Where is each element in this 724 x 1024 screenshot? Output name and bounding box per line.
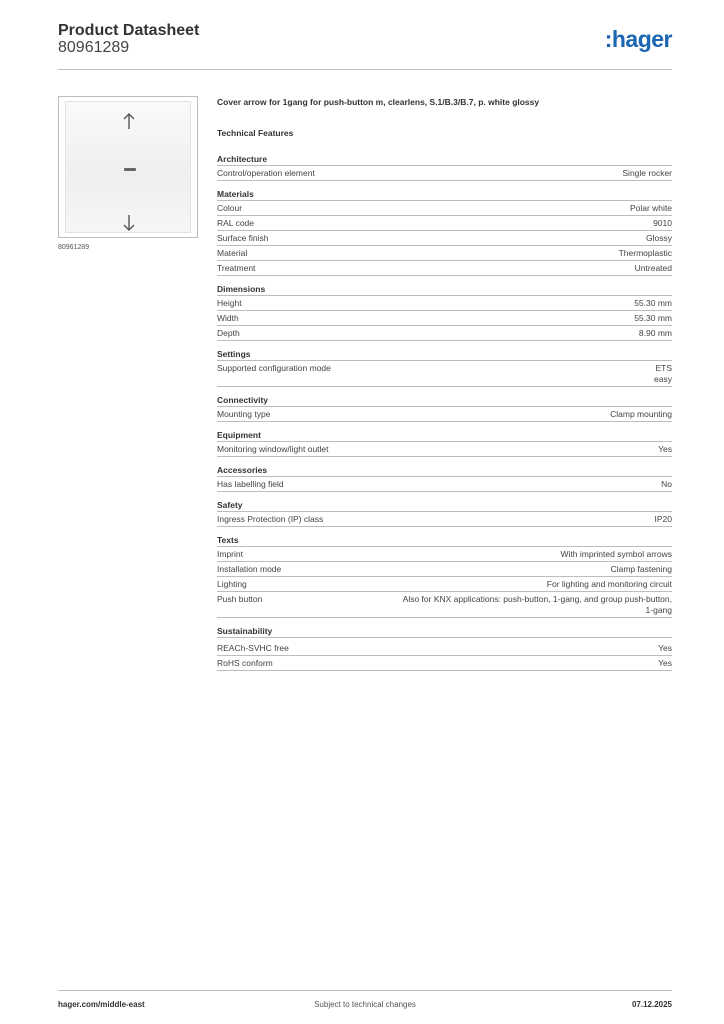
spec-label: Colour <box>217 203 243 213</box>
spec-row <box>217 562 672 577</box>
section-title: Materials <box>217 188 672 201</box>
spec-label: Depth <box>217 328 240 338</box>
spec-value: Polar white <box>629 203 672 213</box>
spec-content <box>217 96 672 678</box>
footer-date: 07.12.2025 <box>631 1000 672 1009</box>
spec-row <box>217 592 672 618</box>
spec-label: Width <box>217 313 239 323</box>
spec-value: Yes <box>658 658 672 668</box>
spec-row <box>217 512 672 527</box>
spec-row <box>217 231 672 246</box>
spec-row <box>217 641 672 656</box>
arrow-down-icon <box>122 214 136 232</box>
document-number: 80961289 <box>58 39 130 56</box>
document-title: Product Datasheet <box>58 22 200 39</box>
section-sustainability <box>217 625 672 671</box>
spec-label: Mounting type <box>217 409 271 419</box>
spec-row <box>217 326 672 341</box>
product-tile <box>65 101 191 233</box>
product-image <box>58 96 198 238</box>
spec-value: Thermoplastic <box>618 248 672 258</box>
spec-label: Imprint <box>217 549 243 559</box>
page-header <box>58 20 672 70</box>
section-architecture <box>217 153 672 181</box>
spec-label: Control/operation element <box>217 168 315 178</box>
section-title: Dimensions <box>217 283 672 296</box>
spec-row <box>217 246 672 261</box>
section-equipment <box>217 429 672 457</box>
spec-row <box>217 547 672 562</box>
spec-row <box>217 442 672 457</box>
spec-value: Clamp fastening <box>610 564 672 574</box>
spec-value: ETS easy <box>654 363 672 384</box>
spec-label: Lighting <box>217 579 247 589</box>
spec-label: Monitoring window/light outlet <box>217 444 329 454</box>
arrow-up-icon <box>122 112 136 130</box>
spec-label: Installation mode <box>217 564 282 574</box>
section-title: Architecture <box>217 153 672 166</box>
section-title: Accessories <box>217 464 672 477</box>
spec-row <box>217 361 672 387</box>
section-safety <box>217 499 672 527</box>
spec-value: Yes <box>658 444 672 454</box>
spec-value: 55.30 mm <box>634 313 672 323</box>
spec-value: 9010 <box>653 218 672 228</box>
spec-value: 55.30 mm <box>634 298 672 308</box>
spec-value: Untreated <box>634 263 672 273</box>
spec-row <box>217 311 672 326</box>
spec-row <box>217 201 672 216</box>
spec-value: With imprinted symbol arrows <box>560 549 672 559</box>
spec-row <box>217 216 672 231</box>
section-settings <box>217 348 672 387</box>
hager-logo: :hager <box>604 26 672 52</box>
image-caption: 80961289 <box>58 244 90 251</box>
spec-label: Surface finish <box>217 233 269 243</box>
spec-row <box>217 166 672 181</box>
spec-row <box>217 577 672 592</box>
page-footer <box>58 990 672 1017</box>
footer-website-link[interactable]: hager.com/middle-east <box>58 1000 145 1009</box>
spec-label: RoHS conform <box>217 658 273 668</box>
section-texts <box>217 534 672 618</box>
spec-row <box>217 296 672 311</box>
section-title: Connectivity <box>217 394 672 407</box>
section-connectivity <box>217 394 672 422</box>
section-title: Equipment <box>217 429 672 442</box>
spec-label: Height <box>217 298 242 308</box>
spec-label: Ingress Protection (IP) class <box>217 514 324 524</box>
footer-notice: Subject to technical changes <box>314 1000 416 1009</box>
spec-value: 8.90 mm <box>638 328 672 338</box>
spec-label: REACh-SVHC free <box>217 643 289 653</box>
section-title: Settings <box>217 348 672 361</box>
spec-value: Single rocker <box>622 168 672 178</box>
technical-features-title: Technical Features <box>217 128 294 138</box>
spec-value: Also for KNX applications: push-button, 1-gang, and group push-button, 1-gang <box>402 594 672 615</box>
spec-value: Yes <box>658 643 672 653</box>
section-title: Sustainability <box>217 625 672 638</box>
dash-icon <box>124 168 136 171</box>
spec-row <box>217 407 672 422</box>
spec-label: RAL code <box>217 218 255 228</box>
spec-row <box>217 477 672 492</box>
spec-row <box>217 261 672 276</box>
spec-label: Material <box>217 248 248 258</box>
section-accessories <box>217 464 672 492</box>
spec-label: Push button <box>217 594 263 604</box>
spec-label: Has labelling field <box>217 479 284 489</box>
product-description: Cover arrow for 1gang for push-button m, clearlens, S.1/B.3/B.7, p. white glossy <box>217 97 540 107</box>
spec-label: Treatment <box>217 263 256 273</box>
section-title: Texts <box>217 534 672 547</box>
spec-value: No <box>661 479 672 489</box>
spec-value: Clamp mounting <box>610 409 672 419</box>
section-dimensions <box>217 283 672 341</box>
spec-row <box>217 656 672 671</box>
spec-label: Supported configuration mode <box>217 363 331 373</box>
spec-value: IP20 <box>654 514 672 524</box>
section-materials <box>217 188 672 276</box>
spec-value: Glossy <box>646 233 672 243</box>
section-title: Safety <box>217 499 672 512</box>
spec-value: For lighting and monitoring circuit <box>546 579 672 589</box>
